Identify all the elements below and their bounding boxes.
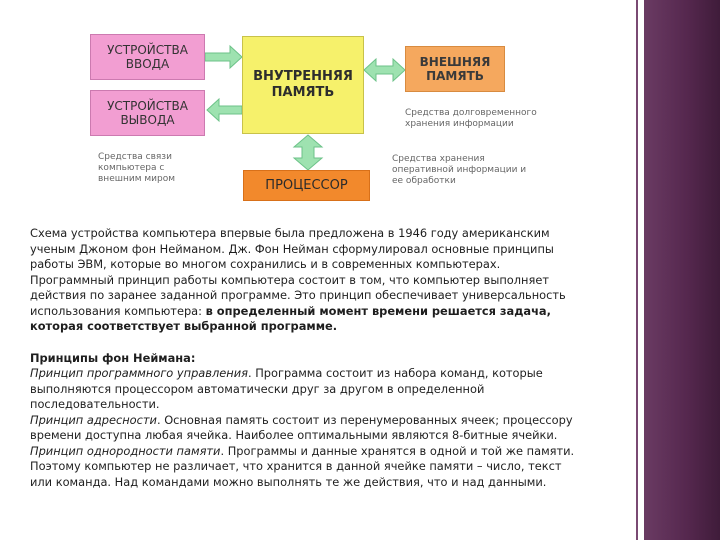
- external-memory-label-2: ПАМЯТЬ: [426, 69, 484, 83]
- principle-1-name: Принцип программного управления: [30, 366, 248, 380]
- intro-line-6: [30, 304, 630, 320]
- input-devices-label-2: ВВОДА: [125, 57, 170, 71]
- principle-2-continuation: времени доступна любая ячейка. Наиболее оптимальными являются 8-битные ячейки.: [30, 428, 558, 442]
- decorative-side-bar: [644, 0, 720, 540]
- output-devices-box: [90, 90, 205, 136]
- internal-memory-box: [242, 36, 364, 134]
- principle-3-name: Принцип однородности памяти: [30, 443, 221, 458]
- internal-memory-label-1: ВНУТРЕННЯЯ: [253, 69, 353, 85]
- principle-2-name: Принцип адресности: [30, 412, 157, 427]
- principle-1-line: [30, 366, 630, 382]
- intro-line: Программный принцип работы компьютера состоит в том, что компьютер выполняет: [30, 272, 549, 287]
- computer-architecture-diagram: [0, 0, 640, 210]
- internal-memory-label-2: ПАМЯТЬ: [271, 85, 335, 100]
- principles-heading: Принципы фон Неймана:: [30, 350, 196, 365]
- output-devices-label-2: ВЫВОДА: [120, 113, 175, 127]
- external-memory-label-1: ВНЕШНЯЯ: [419, 54, 491, 69]
- principle-1-continuation: последовательности.: [30, 397, 160, 411]
- input-devices-box: [90, 34, 205, 80]
- intro-line-7-bold: которая соответствует выбранной программе.: [30, 319, 338, 333]
- intro-line-6-prefix: использования компьютера:: [30, 303, 206, 318]
- description-text: [30, 226, 630, 490]
- principle-1-continuation: выполняются процессором автоматически друг за другом в определенной: [30, 381, 485, 396]
- note-external-memory: [405, 108, 537, 130]
- principle-3-continuation: или команда. Над командами можно выполнять те же действия, что и над данными.: [30, 474, 547, 489]
- principle-2-text: . Основная память состоит из перенумерованных ячеек; процессору: [156, 412, 573, 427]
- principle-3-line: [30, 444, 630, 460]
- principle-2-line: [30, 413, 630, 429]
- note-io-line: Средства связи: [98, 152, 172, 162]
- processor-box: [243, 170, 370, 201]
- output-devices-label-1: УСТРОЙСТВА: [107, 98, 188, 113]
- note-io-devices: [98, 152, 175, 184]
- note-internal-memory: [392, 154, 526, 186]
- note-internal-memory-line: ее обработки: [392, 175, 456, 186]
- note-internal-memory-line: Средства хранения: [392, 154, 485, 164]
- note-external-memory-line: Средства долговременного: [405, 108, 537, 118]
- note-external-memory-line: хранения информации: [405, 118, 514, 129]
- processor-label: ПРОЦЕССОР: [265, 177, 348, 193]
- note-io-line: компьютера с: [98, 162, 165, 173]
- arrow-memory-processor-bidirectional: [294, 135, 322, 170]
- intro-line: ученым Джоном фон Нейманом. Дж. Фон Нейман сформулировал основные принципы: [30, 241, 554, 256]
- input-devices-label-1: УСТРОЙСТВА: [107, 42, 188, 57]
- principle-1-text: . Программа состоит из набора команд, которые: [248, 366, 543, 380]
- arrow-memory-external-bidirectional: [364, 59, 405, 81]
- intro-line: Схема устройства компьютера впервые была предложена в 1946 году американским: [30, 226, 550, 240]
- principle-3-continuation: Поэтому компьютер не различает, что хранится в данной ячейке памяти – число, текст: [30, 459, 562, 473]
- arrow-input-to-memory: [205, 46, 242, 68]
- intro-line: действия по заранее заданной программе. Это принцип обеспечивает универсальность: [30, 288, 566, 302]
- external-memory-box: [405, 46, 505, 92]
- intro-line: работы ЭВМ, которые во многом сохранились и в современных компьютерах.: [30, 257, 501, 271]
- intro-line-6-bold: в определенный момент времени решается задача,: [205, 303, 551, 318]
- arrow-memory-to-output: [207, 99, 242, 121]
- paragraph-gap: [30, 335, 630, 351]
- note-io-line: внешним миром: [98, 173, 175, 184]
- note-internal-memory-line: оперативной информации и: [392, 164, 527, 175]
- principle-3-text: . Программы и данные хранятся в одной и той же памяти.: [220, 443, 575, 458]
